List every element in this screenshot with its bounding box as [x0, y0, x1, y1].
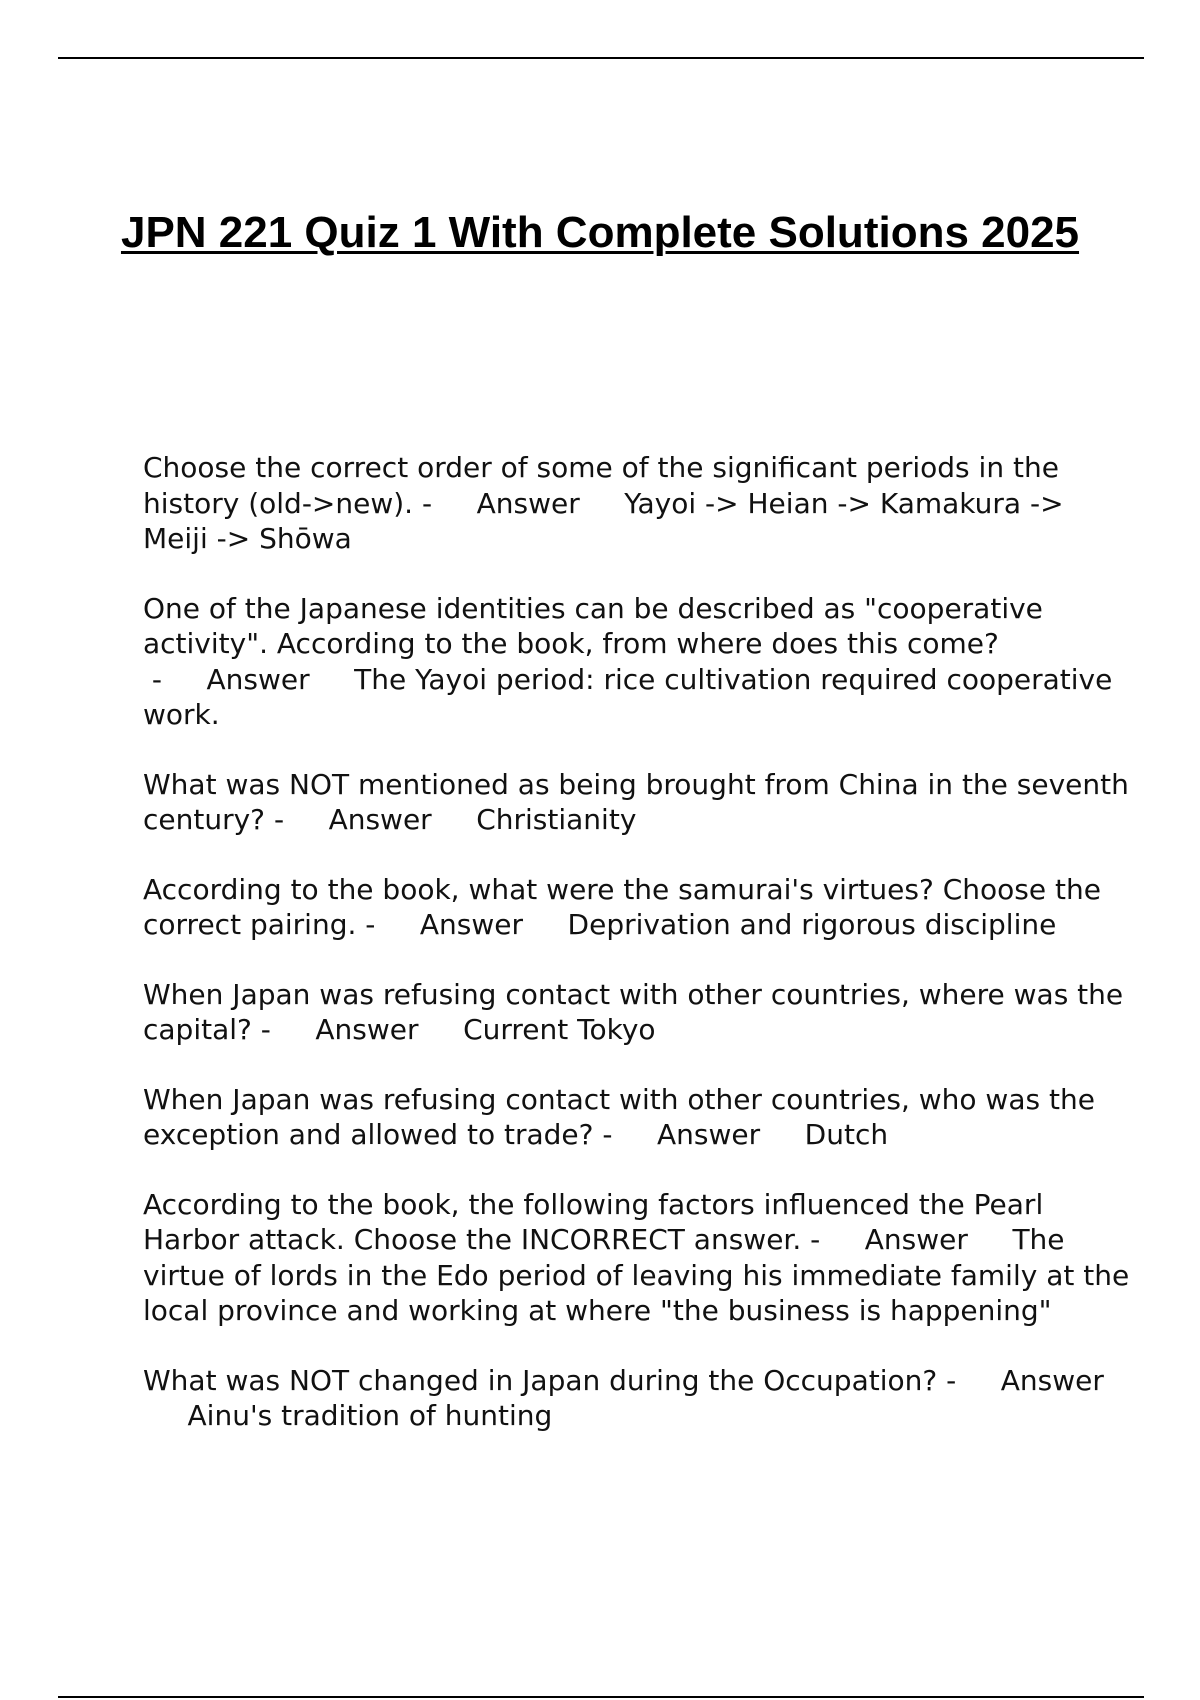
answer-text: Deprivation and rigorous discipline [567, 908, 1057, 941]
answer-text: The Yayoi period: rice cultivation required cooperative work. [143, 662, 1113, 731]
separator: - [265, 803, 329, 836]
top-rule [58, 57, 1144, 59]
document-title: JPN 221 Quiz 1 With Complete Solutions 2025 [120, 208, 1080, 257]
answer-gap [310, 663, 355, 696]
separator: - [251, 1013, 316, 1046]
answer-text: Ainu's tradition of hunting [187, 1399, 553, 1432]
answer-label: Answer [476, 486, 580, 520]
answer-text: Christianity [476, 803, 637, 836]
qa-item [143, 767, 1133, 838]
separator: - [593, 1118, 658, 1151]
question-text: When Japan was refusing contact with other countries, where was the capital? [143, 977, 1124, 1046]
answer-text: The virtue of lords in the Edo period of leaving his immediate family at the local province and working at where "the business is happening" [143, 1223, 1130, 1327]
answer-gap [580, 487, 625, 520]
question-text: According to the book, what were the samurai's virtues? Choose the correct pairing. [143, 872, 1101, 941]
answer-gap [968, 1223, 1013, 1256]
answer-label: Answer [864, 1223, 968, 1256]
answer-gap [760, 1118, 805, 1151]
separator: - [801, 1223, 865, 1256]
answer-text: Yayoi -> Heian -> Kamakura -> Meiji -> Shōwa [143, 486, 1064, 555]
answer-label: Answer [1000, 1363, 1104, 1397]
separator: - [143, 662, 207, 696]
qa-item [143, 977, 1133, 1048]
qa-item [143, 872, 1133, 943]
question-text: According to the book, the following factors influenced the Pearl Harbor attack. Choose the INCORRECT answer. [143, 1187, 1044, 1256]
answer-gap [523, 908, 568, 941]
separator: - [356, 908, 420, 941]
qa-item [143, 1363, 1133, 1434]
answer-text: Current Tokyo [463, 1013, 656, 1046]
qa-list [143, 450, 1133, 1468]
qa-item [143, 1187, 1133, 1329]
answer-gap [143, 1399, 188, 1432]
question-text: When Japan was refusing contact with other countries, who was the exception and allowed to trade? [143, 1082, 1095, 1151]
answer-gap [419, 1013, 464, 1046]
answer-label: Answer [328, 803, 432, 836]
question-text: What was NOT mentioned as being brought from China in the seventh century? [143, 767, 1129, 836]
qa-item [143, 450, 1133, 557]
bottom-rule [58, 1696, 1144, 1698]
qa-item [143, 591, 1133, 733]
answer-label: Answer [419, 908, 524, 941]
question-text: One of the Japanese identities can be described as "cooperative activity". According to the book, from where does this come? [143, 591, 1043, 660]
answer-label: Answer [206, 662, 310, 696]
question-text: Choose the correct order of some of the significant periods in the history (old->new). [143, 451, 1059, 520]
answer-label: Answer [315, 1013, 419, 1046]
answer-gap [432, 803, 477, 836]
qa-item [143, 1082, 1133, 1153]
separator: - [937, 1363, 1001, 1397]
separator: - [413, 486, 477, 520]
answer-label: Answer [657, 1118, 761, 1151]
answer-text: Dutch [804, 1118, 889, 1151]
question-text: What was NOT changed in Japan during the Occupation? [143, 1363, 938, 1397]
